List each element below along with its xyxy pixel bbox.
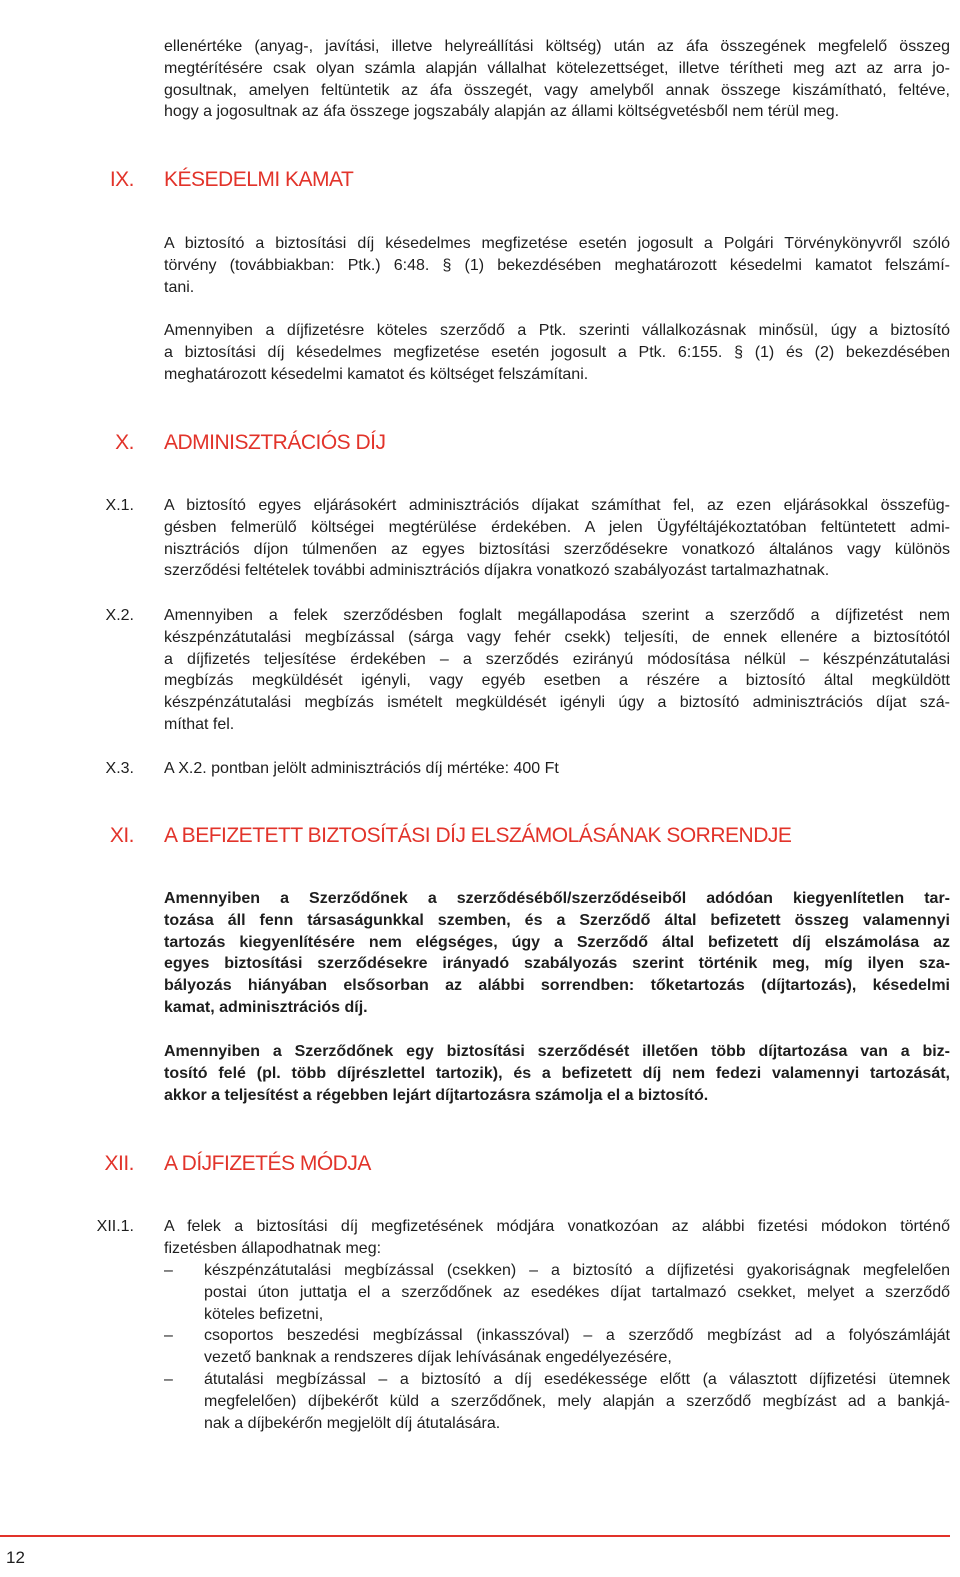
section-ix-paragraph-1 bbox=[164, 233, 950, 298]
item-number-x2: X.2. bbox=[105, 607, 134, 624]
bullet-dash: – bbox=[164, 1371, 173, 1388]
section-title-x: ADMINISZTRÁCIÓS DÍJ bbox=[164, 431, 386, 454]
text-line: megbízás megküldését igényli, vagy egyéb esetben a részére a biztosító által megküldött bbox=[164, 672, 950, 690]
text-line: Amennyiben a felek szerződésben foglalt megállapodása szerint a szerződő a díjfizetést nem bbox=[164, 607, 950, 624]
text-line: kamat, adminisztrációs díj. bbox=[164, 998, 368, 1016]
text-line: A X.2. pontban jelölt adminisztrációs díj mértéke: 400 Ft bbox=[164, 760, 559, 777]
text-line: tani. bbox=[164, 278, 195, 296]
item-x2-text bbox=[164, 605, 950, 736]
text-line: csoportos beszedési megbízással (inkasszóval) – a szerződő megbízást ad a folyószámláját bbox=[204, 1327, 950, 1344]
text-line: vezető banknak a rendszeres díjak lehívásának engedélyezésére, bbox=[204, 1348, 672, 1366]
text-line: készpénzátutalási megbízás ismételt megküldését igényli úgy a biztosító adminisztrációs díjat szá- bbox=[164, 694, 950, 712]
text-line: nisztrációs díjon túlmenően az egyes biztosítási szerződésekre vonatkozó általános vagy különös bbox=[164, 540, 950, 558]
section-number-xi: XI. bbox=[109, 824, 134, 847]
text-line: a díjfizetés teljesítése érdekében – a szerződés ezirányú módosítása nélkül – készpénzátutalási bbox=[164, 650, 950, 668]
text-line: hogy a jogosultnak az áfa összege jogszabály alapján az állami költségvetésből nem térül meg. bbox=[164, 103, 840, 121]
text-line: átutalási megbízással – a biztosító a díj esedékessége előtt (a választott díjfizetési ütemnek bbox=[204, 1371, 950, 1388]
section-xi-paragraph-2 bbox=[164, 1041, 950, 1106]
section-title-xi: A BEFIZETETT BIZTOSÍTÁSI DÍJ ELSZÁMOLÁSÁNAK SORRENDJE bbox=[164, 824, 792, 847]
text-line: A felek a biztosítási díj megfizetésének módjára vonatkozóan az alábbi fizetési módokon történő bbox=[164, 1218, 950, 1235]
intro-paragraph bbox=[164, 36, 950, 123]
text-line: ellenértéke (anyag-, javítási, illetve helyreállítási költség) után az áfa összegének megfelelő összeg bbox=[164, 38, 950, 55]
section-ix-paragraph-2 bbox=[164, 320, 950, 385]
text-line: A biztosító egyes eljárásokért adminisztrációs díjakat számíthat fel, az ezen eljárásokkal összefüg- bbox=[164, 497, 950, 514]
text-line: bályozás hiányában elsősorban az alábbi sorrendben: tőketartozás (díjtartozás), késedelmi bbox=[164, 977, 950, 995]
text-line: akkor a teljesítést a régebben lejárt díjtartozásra számolja el a biztosító. bbox=[164, 1086, 709, 1104]
section-title-ix: KÉSEDELMI KAMAT bbox=[164, 168, 354, 191]
section-number-x: X. bbox=[115, 431, 134, 454]
bullet-dash: – bbox=[164, 1327, 173, 1344]
text-line: fizetésben állapodhatnak meg: bbox=[164, 1239, 382, 1257]
text-line: míthat fel. bbox=[164, 715, 235, 733]
text-line: egyes biztosítási szerződésekre irányadó szabályozás szerint történik meg, míg ilyen sza- bbox=[164, 955, 950, 973]
item-xii1-intro bbox=[164, 1216, 950, 1260]
text-line: készpénzátutalási megbízással (sárga vagy fehér csekk) teljesíti, de ennek ellenére a biztosítótól bbox=[164, 628, 950, 646]
section-number-ix: IX. bbox=[109, 168, 134, 191]
item-number-x3: X.3. bbox=[105, 760, 134, 777]
text-line: Amennyiben a díjfizetésre köteles szerződő a Ptk. szerinti vállalkozásnak minősül, úgy a biztosító bbox=[164, 322, 950, 339]
text-line: készpénzátutalási megbízással (csekken) – a biztosító a díjfizetési gyakoriságnak megfelelően bbox=[204, 1262, 950, 1279]
text-line: Amennyiben a Szerződőnek egy biztosítási szerződését illetően több díjtartozása van a biz- bbox=[164, 1043, 950, 1060]
text-line: szerződési feltételek további adminisztrációs díjakra vonatkozó szabályozást tartalmazhatnak. bbox=[164, 562, 830, 580]
bullet-item-cheque bbox=[204, 1260, 950, 1325]
text-line: meghatározott késedelmi kamatot és költséget felszámítani. bbox=[164, 365, 589, 383]
text-line: A biztosító a biztosítási díj késedelmes megfizetése esetén jogosult a Polgári Törvénykönyvről szóló bbox=[164, 235, 950, 252]
text-line: Amennyiben a Szerződőnek a szerződéséből/szerződéseiből adódóan kiegyenlítetlen tar- bbox=[164, 890, 950, 907]
item-x3-text bbox=[164, 758, 950, 780]
text-line: nak a díjbekérőn megjelölt díj átutalására. bbox=[204, 1414, 501, 1432]
text-line: tozása áll fenn társaságunkkal szemben, és a Szerződő által befizetett összeg valamennyi bbox=[164, 911, 950, 929]
item-number-xii1: XII.1. bbox=[96, 1218, 134, 1235]
text-line: törvény (továbbiakban: Ptk.) 6:48. § (1) bekezdésében meghatározott késedelmi kamatot felszámí- bbox=[164, 256, 950, 274]
text-line: tartozás kiegyenlítésére nem elégséges, úgy a Szerződő által befizetett díj elszámolása az bbox=[164, 933, 950, 951]
text-line: postai úton juttatja el a szerződőnek az esedékes díjat tartalmazó csekket, melyet a szerződő bbox=[204, 1283, 950, 1301]
item-number-x1: X.1. bbox=[105, 497, 134, 514]
text-line: gésben felmerülő költségei megtérülése érdekében. A jelen Ügyféltájékoztatóban feltüntetett admi- bbox=[164, 518, 950, 536]
text-line: megtérítésére csak olyan számla alapján vállalhat kötelezettséget, illetve térítheti meg azt az arra jo- bbox=[164, 59, 950, 77]
footer-divider bbox=[0, 1535, 950, 1537]
text-line: gosultnak, amelyen feltüntetik az áfa összegét, vagy amelyből annak összege kiszámítható, feltéve, bbox=[164, 81, 950, 99]
bullet-item-direct-debit bbox=[204, 1325, 950, 1369]
section-title-xii: A DÍJFIZETÉS MÓDJA bbox=[164, 1152, 371, 1175]
text-line: a biztosítási díj késedelmes megfizetése esetén jogosult a Ptk. 6:155. § (1) és (2) bekezdésében bbox=[164, 343, 950, 361]
bullet-dash: – bbox=[164, 1262, 173, 1279]
page-number: 12 bbox=[6, 1548, 25, 1567]
text-line: köteles befizetni, bbox=[204, 1305, 324, 1323]
bullet-item-transfer bbox=[204, 1369, 950, 1434]
item-x1-text bbox=[164, 495, 950, 582]
text-line: tosító felé (pl. több díjrészlettel tartozik), és a befizetett díj nem fedezi valamennyi tartozását, bbox=[164, 1064, 950, 1082]
section-number-xii: XII. bbox=[104, 1152, 134, 1175]
text-line: megfelelően) díjbekérőt küld a szerződőnek, mely alapján a szerződő megbízást ad a bankjá- bbox=[204, 1392, 950, 1410]
section-xi-paragraph-1 bbox=[164, 888, 950, 1019]
